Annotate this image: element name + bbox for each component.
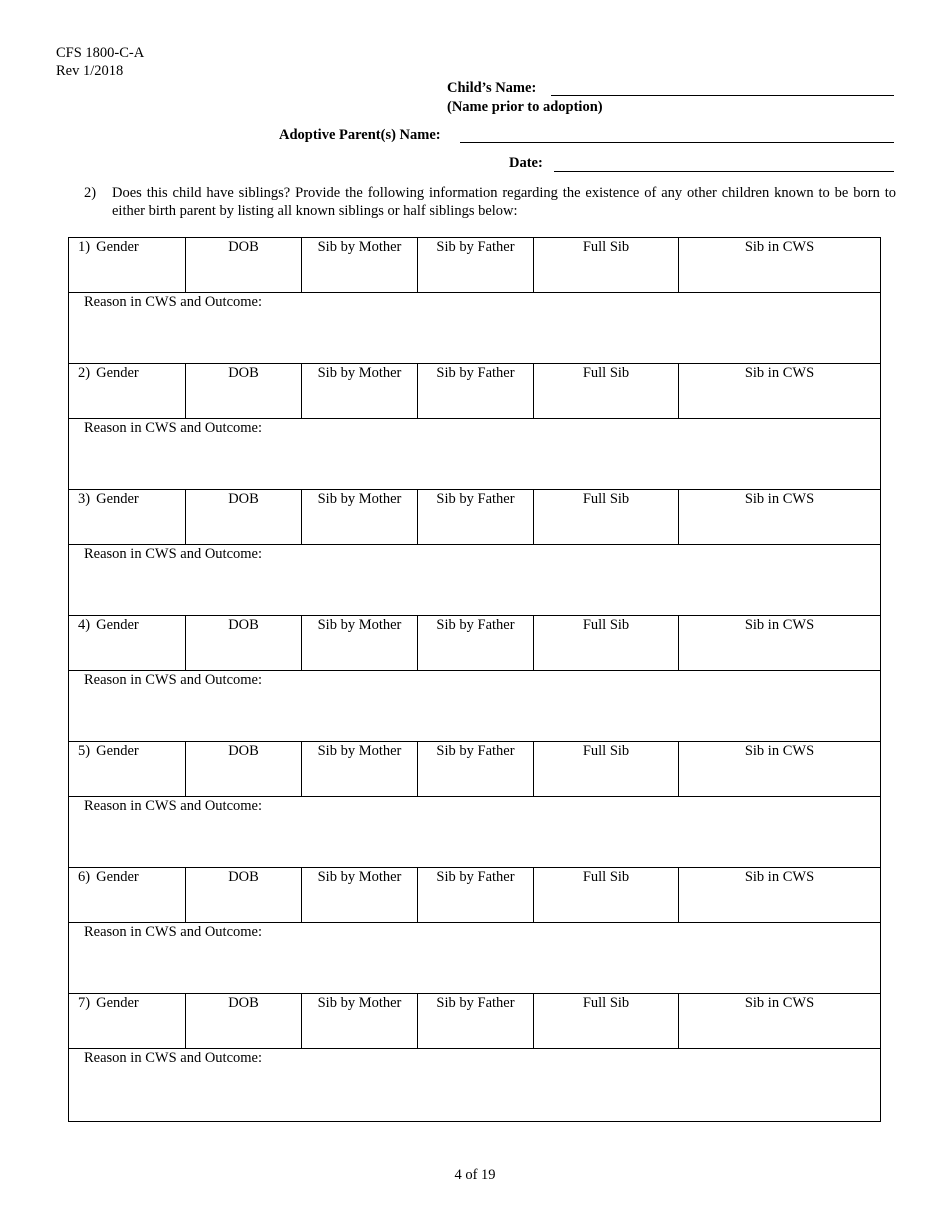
mother-cell[interactable] (302, 238, 418, 292)
reason-outcome-row[interactable] (69, 671, 880, 742)
date-label: Date: (509, 155, 543, 171)
sibling-number: 4) (78, 617, 91, 633)
gender-cell[interactable] (69, 490, 186, 544)
full-cell[interactable] (534, 616, 679, 670)
reason-outcome-row[interactable] (69, 797, 880, 868)
gender-label: Gender (96, 869, 139, 885)
gender-cell[interactable] (69, 364, 186, 418)
child-name-label: Child’s Name: (447, 80, 537, 96)
question-number: 2) (84, 185, 97, 201)
father-label: Sib by Father (436, 491, 515, 507)
full-cell[interactable] (534, 238, 679, 292)
reason-outcome-label: Reason in CWS and Outcome: (84, 546, 263, 562)
sibling-info-row (69, 616, 880, 671)
dob-cell[interactable] (186, 616, 302, 670)
mother-cell[interactable] (302, 490, 418, 544)
full-cell[interactable] (534, 868, 679, 922)
sibling-number: 2) (78, 365, 91, 381)
mother-cell[interactable] (302, 364, 418, 418)
father-label: Sib by Father (436, 743, 515, 759)
mother-label: Sib by Mother (317, 743, 402, 759)
sibling-block (69, 742, 880, 868)
dob-cell[interactable] (186, 742, 302, 796)
sibling-number: 7) (78, 995, 91, 1011)
mother-label: Sib by Mother (317, 491, 402, 507)
page-number: 4 of 19 (454, 1167, 496, 1183)
sibling-number: 6) (78, 869, 91, 885)
dob-cell[interactable] (186, 364, 302, 418)
adoptive-parent-name-label: Adoptive Parent(s) Name: (279, 127, 441, 143)
father-cell[interactable] (418, 742, 534, 796)
child-name-line[interactable] (551, 95, 894, 96)
gender-cell[interactable] (69, 616, 186, 670)
sibling-number: 3) (78, 491, 91, 507)
dob-label: DOB (228, 743, 259, 759)
cws-cell[interactable] (679, 616, 880, 670)
mother-label: Sib by Mother (317, 869, 402, 885)
reason-outcome-label: Reason in CWS and Outcome: (84, 294, 263, 310)
sibling-block (69, 238, 880, 364)
dob-label: DOB (228, 869, 259, 885)
full-cell[interactable] (534, 994, 679, 1048)
reason-outcome-label: Reason in CWS and Outcome: (84, 1050, 263, 1066)
full-label: Full Sib (582, 743, 630, 759)
father-label: Sib by Father (436, 365, 515, 381)
sibling-question (84, 184, 896, 220)
full-label: Full Sib (582, 365, 630, 381)
cws-cell[interactable] (679, 742, 880, 796)
reason-outcome-label: Reason in CWS and Outcome: (84, 924, 263, 940)
cws-cell[interactable] (679, 490, 880, 544)
reason-outcome-label: Reason in CWS and Outcome: (84, 798, 263, 814)
sibling-number: 1) (78, 239, 91, 255)
dob-label: DOB (228, 365, 259, 381)
reason-outcome-label: Reason in CWS and Outcome: (84, 672, 263, 688)
full-cell[interactable] (534, 490, 679, 544)
adoptive-parent-name-line[interactable] (460, 142, 894, 143)
sibling-block (69, 490, 880, 616)
sibling-info-row (69, 868, 880, 923)
gender-label: Gender (96, 365, 139, 381)
father-cell[interactable] (418, 490, 534, 544)
dob-label: DOB (228, 617, 259, 633)
sibling-block (69, 994, 880, 1121)
sibling-info-row (69, 742, 880, 797)
mother-label: Sib by Mother (317, 617, 402, 633)
reason-outcome-row[interactable] (69, 419, 880, 490)
sibling-block (69, 868, 880, 994)
reason-outcome-label: Reason in CWS and Outcome: (84, 420, 263, 436)
gender-label: Gender (96, 491, 139, 507)
father-label: Sib by Father (436, 995, 515, 1011)
father-cell[interactable] (418, 364, 534, 418)
cws-cell[interactable] (679, 868, 880, 922)
father-cell[interactable] (418, 994, 534, 1048)
dob-cell[interactable] (186, 238, 302, 292)
dob-cell[interactable] (186, 994, 302, 1048)
gender-label: Gender (96, 239, 139, 255)
dob-cell[interactable] (186, 490, 302, 544)
father-cell[interactable] (418, 868, 534, 922)
sibling-info-row (69, 238, 880, 293)
gender-cell[interactable] (69, 742, 186, 796)
mother-label: Sib by Mother (317, 239, 402, 255)
mother-label: Sib by Mother (317, 995, 402, 1011)
mother-cell[interactable] (302, 868, 418, 922)
form-identifier (56, 44, 144, 80)
reason-outcome-row[interactable] (69, 293, 880, 364)
mother-cell[interactable] (302, 742, 418, 796)
form-revision: Rev 1/2018 (56, 63, 124, 79)
father-label: Sib by Father (436, 869, 515, 885)
sibling-info-row (69, 490, 880, 545)
sibling-block (69, 616, 880, 742)
dob-label: DOB (228, 995, 259, 1011)
reason-outcome-row[interactable] (69, 545, 880, 616)
mother-label: Sib by Mother (317, 365, 402, 381)
gender-cell[interactable] (69, 238, 186, 292)
date-line[interactable] (554, 171, 894, 172)
full-cell[interactable] (534, 742, 679, 796)
sibling-number: 5) (78, 743, 91, 759)
father-cell[interactable] (418, 238, 534, 292)
father-label: Sib by Father (436, 239, 515, 255)
cws-label: Sib in CWS (744, 617, 815, 633)
mother-cell[interactable] (302, 616, 418, 670)
cws-label: Sib in CWS (744, 995, 815, 1011)
dob-label: DOB (228, 491, 259, 507)
cws-label: Sib in CWS (744, 239, 815, 255)
dob-cell[interactable] (186, 868, 302, 922)
father-cell[interactable] (418, 616, 534, 670)
full-label: Full Sib (582, 869, 630, 885)
gender-label: Gender (96, 743, 139, 759)
full-label: Full Sib (582, 617, 630, 633)
cws-label: Sib in CWS (744, 869, 815, 885)
sibling-block (69, 364, 880, 490)
gender-cell[interactable] (69, 868, 186, 922)
reason-outcome-row[interactable] (69, 1049, 880, 1121)
sibling-info-row (69, 994, 880, 1049)
full-label: Full Sib (582, 239, 630, 255)
full-label: Full Sib (582, 491, 630, 507)
gender-label: Gender (96, 617, 139, 633)
sibling-info-row (69, 364, 880, 419)
cws-label: Sib in CWS (744, 743, 815, 759)
question-text: Does this child have siblings? Provide the following information regarding the existence of any other children known to be born to either birth parent by listing all known siblings or half siblings below: (112, 185, 896, 219)
gender-label: Gender (96, 995, 139, 1011)
form-code: CFS 1800-C-A (56, 45, 145, 61)
reason-outcome-row[interactable] (69, 923, 880, 994)
gender-cell[interactable] (69, 994, 186, 1048)
cws-cell[interactable] (679, 238, 880, 292)
child-name-sublabel: (Name prior to adoption) (447, 99, 603, 115)
mother-cell[interactable] (302, 994, 418, 1048)
dob-label: DOB (228, 239, 259, 255)
siblings-table (68, 237, 881, 1122)
cws-label: Sib in CWS (744, 365, 815, 381)
full-label: Full Sib (582, 995, 630, 1011)
father-label: Sib by Father (436, 617, 515, 633)
cws-label: Sib in CWS (744, 491, 815, 507)
cws-cell[interactable] (679, 364, 880, 418)
full-cell[interactable] (534, 364, 679, 418)
cws-cell[interactable] (679, 994, 880, 1048)
